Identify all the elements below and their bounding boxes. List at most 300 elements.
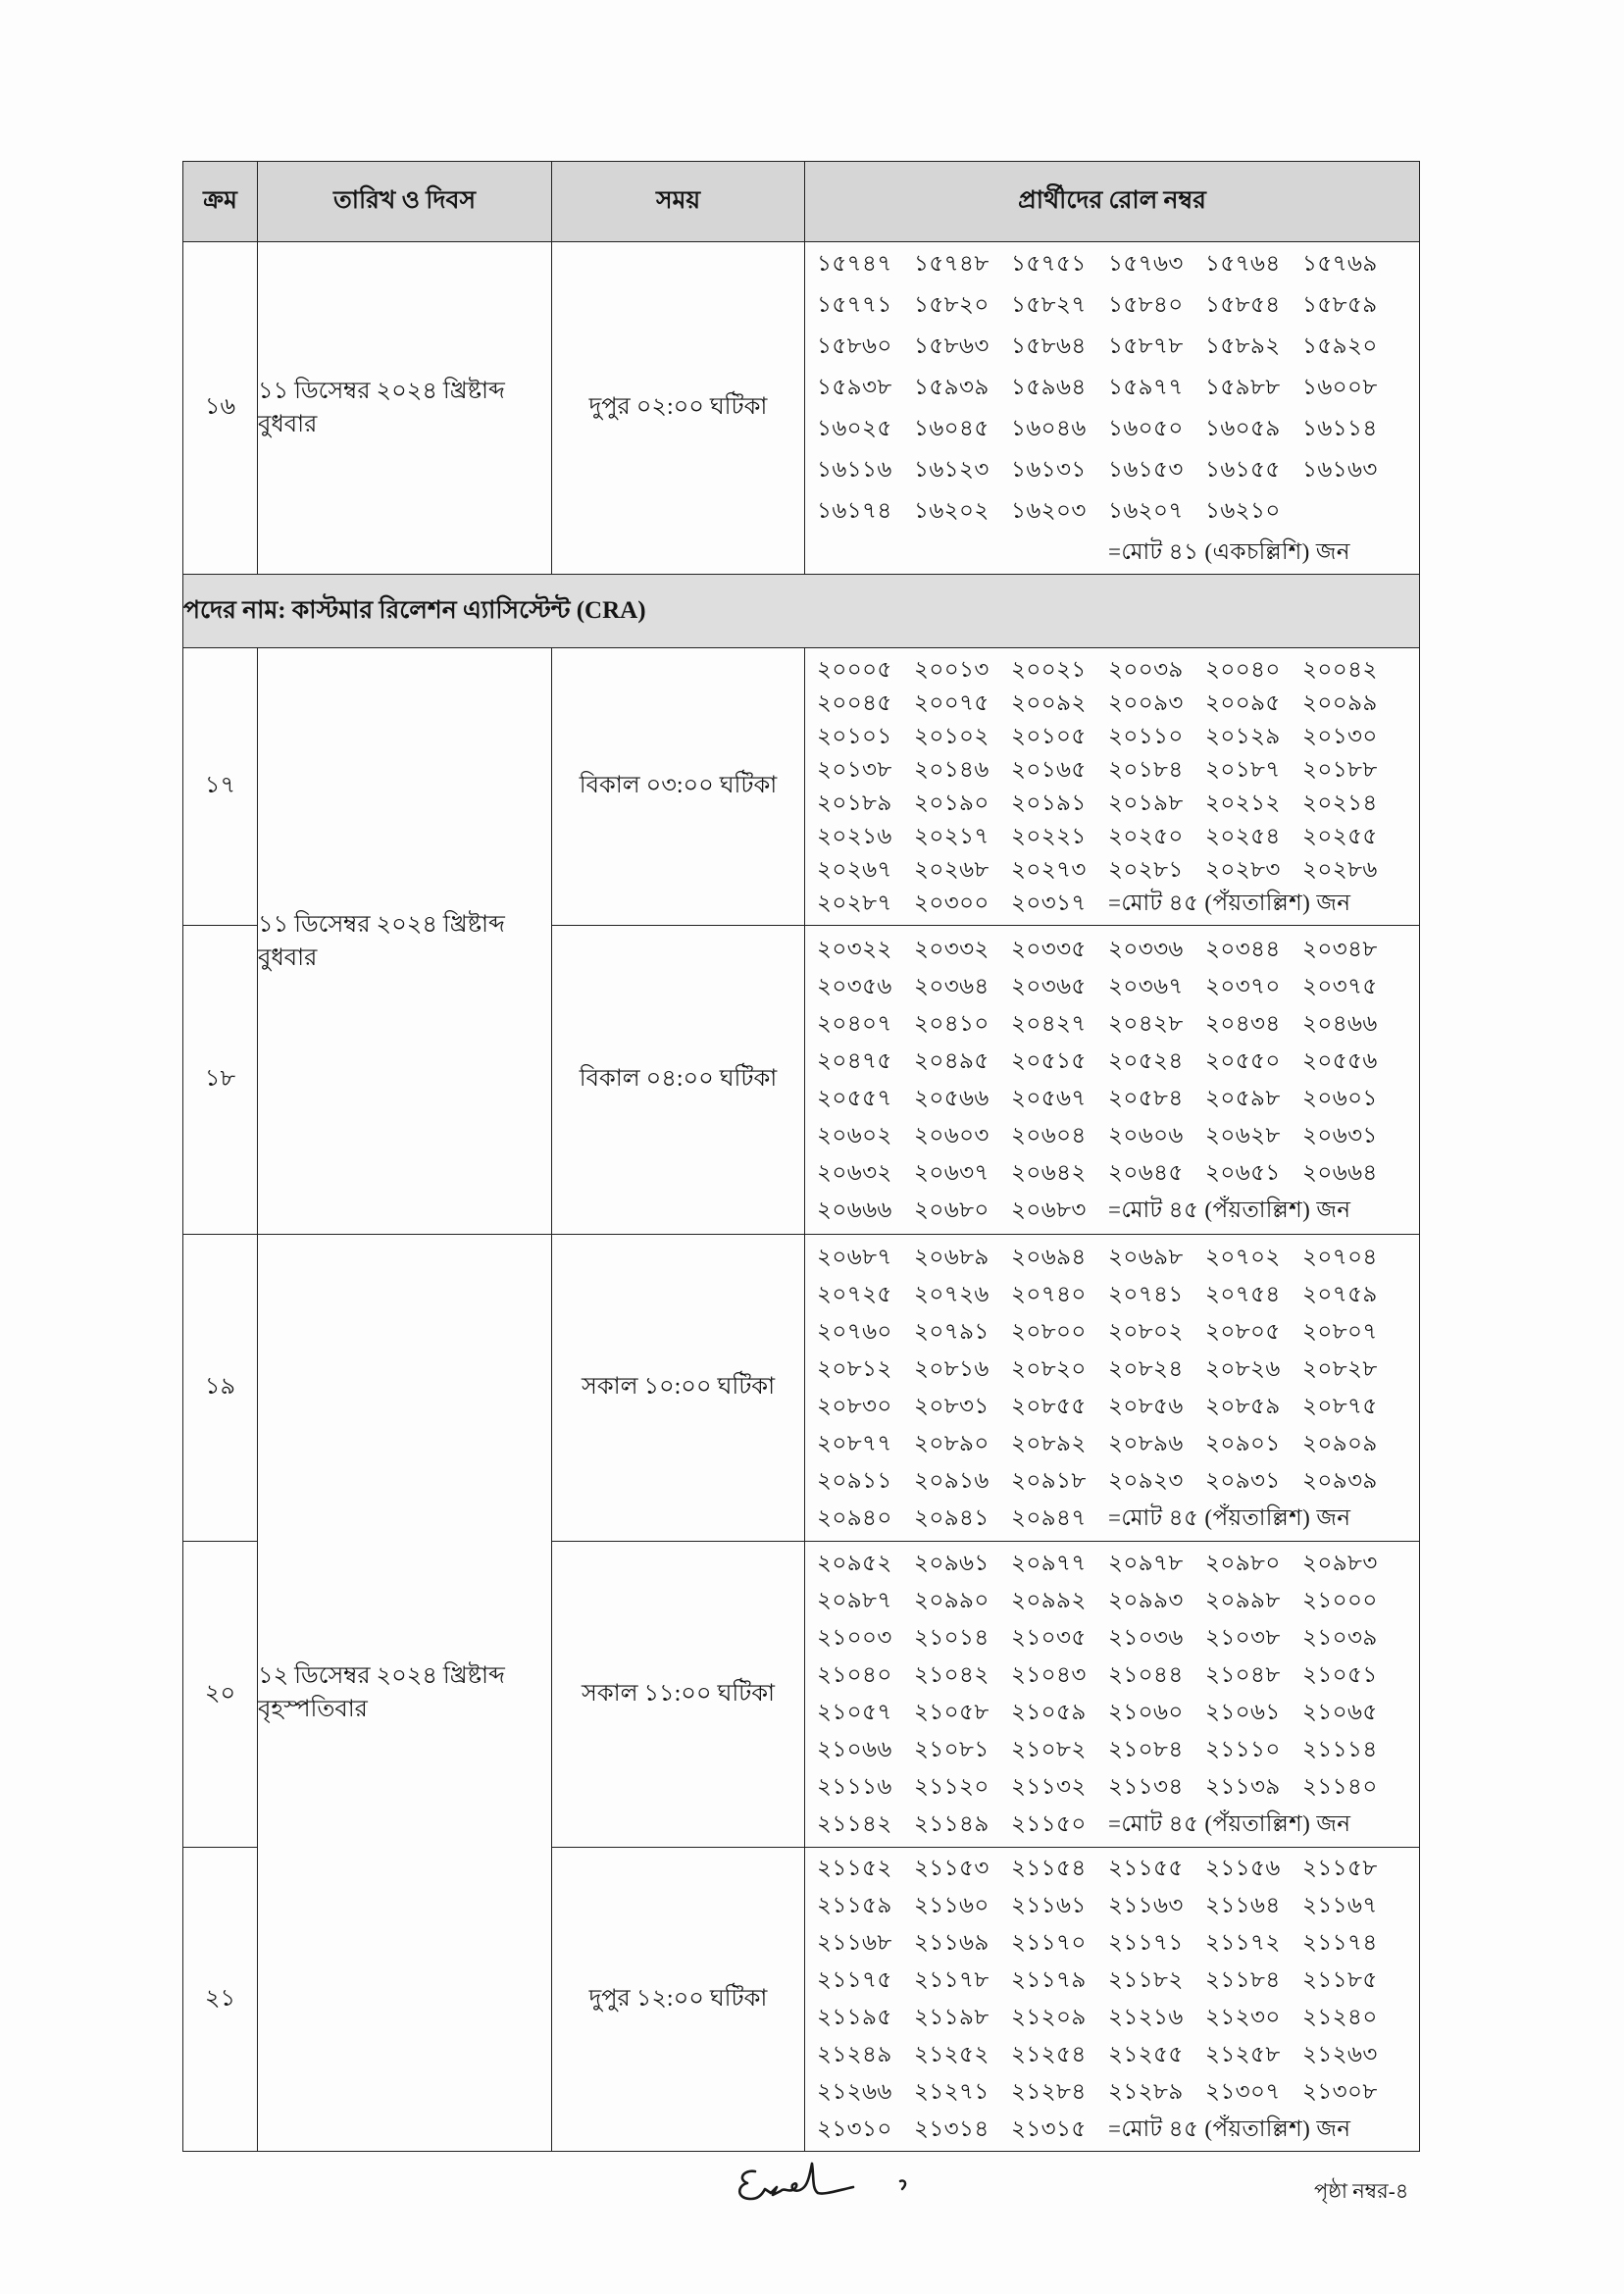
roll-number: ২১০১৪ <box>914 1625 990 1650</box>
date-cell <box>258 1235 552 2152</box>
roll-number: ২০৫৮৪ <box>1108 1085 1184 1110</box>
roll-number: ২০১৮৭ <box>1205 756 1281 782</box>
roll-number: ২০৮১৬ <box>914 1355 990 1381</box>
roll-number: ২০৩০০ <box>914 890 990 915</box>
roll-number: ২১১৭৯ <box>1011 1967 1087 1992</box>
date-cell <box>258 648 552 1235</box>
roll-number: ১৫৯২০ <box>1302 332 1378 358</box>
roll-number: ২০৩৭০ <box>1205 973 1281 998</box>
roll-number: ২০৯৯২ <box>1011 1588 1087 1612</box>
roll-number: ২১১৬৩ <box>1108 1893 1184 1917</box>
roll-number: ২০৪২৭ <box>1011 1010 1087 1036</box>
roll-number: ২০৩৩৬ <box>1108 936 1184 961</box>
serial-number: ২০ <box>183 1542 258 1848</box>
signature <box>726 2154 932 2213</box>
roll-number: ২০৯৯৮ <box>1205 1588 1281 1612</box>
roll-number: ২০০৯৩ <box>1108 689 1184 715</box>
roll-number: ২০৯১১ <box>817 1467 892 1493</box>
roll-number: ২০৫৫৭ <box>817 1085 892 1110</box>
roll-number: ২০৭২৬ <box>914 1281 990 1306</box>
header-time: সময় <box>552 162 805 242</box>
roll-number: ২০৩৬৪ <box>914 973 990 998</box>
table-row <box>183 648 1420 926</box>
roll-number: ১৫৯৩৯ <box>914 374 990 399</box>
roll-number: ২০৮৯৬ <box>1108 1430 1184 1455</box>
roll-number: ২০৮৫৬ <box>1108 1393 1184 1418</box>
roll-number: ২০২৬৮ <box>914 856 990 882</box>
roll-number: ২০৭০৪ <box>1302 1244 1378 1269</box>
roll-number: ২০৮২৮ <box>1302 1355 1378 1381</box>
roll-number: ১৫৮৭৮ <box>1108 332 1184 358</box>
roll-number: ২১১৫৯ <box>817 1893 892 1917</box>
roll-number: ২০৮১২ <box>817 1355 892 1381</box>
roll-number: ১৬১১৪ <box>1302 415 1378 440</box>
exam-time: সকাল ১০:০০ ঘটিকা <box>552 1235 805 1542</box>
roll-number: ২১০৩৯ <box>1302 1625 1378 1650</box>
roll-number: ২১১৬৪ <box>1205 1893 1281 1917</box>
roll-number: ২০৪৩৪ <box>1205 1010 1281 1036</box>
exam-day: বুধবার <box>258 412 318 437</box>
roll-number: ২০০৩৯ <box>1108 656 1184 682</box>
roll-number: ২০৬৯৪ <box>1011 1244 1087 1269</box>
roll-number: ১৫৭৪৮ <box>914 250 990 276</box>
roll-number: ২০৪০৭ <box>817 1010 892 1036</box>
table-row <box>183 242 1420 575</box>
exam-time: দুপুর ১২:০০ ঘটিকা <box>552 1848 805 2152</box>
roll-number: ২০৬০৪ <box>1011 1122 1087 1147</box>
roll-number: ২১০৮৪ <box>1108 1737 1184 1761</box>
roll-numbers-cell <box>805 1235 1420 1542</box>
roll-number-list <box>805 243 1419 573</box>
roll-number: ২০৭৬০ <box>817 1318 892 1344</box>
roll-numbers-cell <box>805 1848 1420 2152</box>
roll-number: ২০৩৭৫ <box>1302 973 1378 998</box>
roll-number: ২০৪২৮ <box>1108 1010 1184 1036</box>
roll-number: ২০৩৬৫ <box>1011 973 1087 998</box>
roll-number: ২০৯৯৩ <box>1108 1588 1184 1612</box>
roll-number: ২১৩০৮ <box>1302 2079 1378 2104</box>
roll-number: ২১১৯৮ <box>914 2005 990 2029</box>
roll-number: ২১২৬৬ <box>817 2079 892 2104</box>
roll-number: ২১১৬১ <box>1011 1893 1087 1917</box>
roll-number: ২১১৬৮ <box>817 1930 892 1955</box>
roll-number: ২১০৬১ <box>1205 1700 1281 1724</box>
roll-number: ২০২১৪ <box>1302 790 1378 815</box>
roll-number: ২১০৩৫ <box>1011 1625 1087 1650</box>
roll-number: ২০০১৩ <box>914 656 990 682</box>
roll-number: ২০০৪০ <box>1205 656 1281 682</box>
roll-number: ২০৭৯১ <box>914 1318 990 1344</box>
roll-number: ২০৭৫৪ <box>1205 1281 1281 1306</box>
roll-number: ১৫৮৯২ <box>1205 332 1281 358</box>
roll-number: ২১০৮২ <box>1011 1737 1087 1761</box>
roll-number: ২০৭৪১ <box>1108 1281 1184 1306</box>
roll-number: ২১২৮৪ <box>1011 2079 1087 2104</box>
roll-number: ২০৯৭৭ <box>1011 1551 1087 1575</box>
roll-number: ২০৯৫২ <box>817 1551 892 1575</box>
roll-number: ২০৮৯০ <box>914 1430 990 1455</box>
roll-number: ২০৯০১ <box>1205 1430 1281 1455</box>
roll-number: ২০৯৭৮ <box>1108 1551 1184 1575</box>
roll-number: ২০৮০৭ <box>1302 1318 1378 1344</box>
roll-number: ২০৮৫৫ <box>1011 1393 1087 1418</box>
roll-number: ১৫৭৬৪ <box>1205 250 1281 276</box>
candidate-total: =মোট ৪১ (একচল্লিশি) জন <box>1108 538 1350 564</box>
roll-number: ২০৬৬৬ <box>817 1197 892 1222</box>
roll-number: ২০৯৩১ <box>1205 1467 1281 1493</box>
roll-number: ২১২৪৯ <box>817 2042 892 2066</box>
roll-number: ২১১৩৯ <box>1205 1774 1281 1799</box>
roll-number: ২১২০৯ <box>1011 2005 1087 2029</box>
roll-number: ২০৮৫৯ <box>1205 1393 1281 1418</box>
roll-number: ২১২৫৪ <box>1011 2042 1087 2066</box>
serial-number: ১৭ <box>183 648 258 926</box>
roll-number: ১৫৭৭১ <box>817 291 892 317</box>
roll-number: ২০৩৫৬ <box>817 973 892 998</box>
roll-number: ১৫৮৫৯ <box>1302 291 1378 317</box>
roll-number: ১৫৯৬৪ <box>1011 374 1087 399</box>
roll-number: ২১১৩৪ <box>1108 1774 1184 1799</box>
roll-number: ২০৮৩০ <box>817 1393 892 1418</box>
roll-number: ২১১৩২ <box>1011 1774 1087 1799</box>
roll-number-list <box>805 1239 1419 1537</box>
serial-number: ২১ <box>183 1848 258 2152</box>
roll-number: ২১২৭১ <box>914 2079 990 2104</box>
roll-number: ২১২১৬ <box>1108 2005 1184 2029</box>
exam-date: ১২ ডিসেম্বর ২০২৪ খ্রিষ্টাব্দ <box>258 1663 505 1689</box>
roll-number: ২০৪৭৫ <box>817 1047 892 1073</box>
roll-number: ২০০৪২ <box>1302 656 1378 682</box>
roll-number: ২০১৯৮ <box>1108 790 1184 815</box>
roll-number: ২০২১৬ <box>817 823 892 848</box>
roll-number: ১৬১২৩ <box>914 456 990 482</box>
roll-number: ২০৩৪৮ <box>1302 936 1378 961</box>
roll-number: ২০৪৬৬ <box>1302 1010 1378 1036</box>
roll-number: ১৬০৫৯ <box>1205 415 1281 440</box>
roll-number: ২১১৬০ <box>914 1893 990 1917</box>
roll-number: ২১১৪০ <box>1302 1774 1378 1799</box>
table-header-row <box>183 162 1420 242</box>
roll-number: ২০৬৮৯ <box>914 1244 990 1269</box>
roll-number: ২১০৩৮ <box>1205 1625 1281 1650</box>
roll-number: ২১১১০ <box>1205 1737 1281 1761</box>
roll-number: ২০২৫৫ <box>1302 823 1378 848</box>
roll-number: ১৬০৪৫ <box>914 415 990 440</box>
roll-number: ২০৩৩৫ <box>1011 936 1087 961</box>
exam-date: ১১ ডিসেম্বর ২০২৪ খ্রিষ্টাব্দ <box>258 911 505 938</box>
roll-number: ১৬০২৫ <box>817 415 892 440</box>
post-header-row <box>183 575 1420 648</box>
roll-number: ২০৬০৬ <box>1108 1122 1184 1147</box>
roll-number: ১৬১৫৩ <box>1108 456 1184 482</box>
roll-number: ২১৩১৫ <box>1011 2116 1087 2141</box>
roll-number: ২০৬০৩ <box>914 1122 990 1147</box>
roll-number: ২০১৮৮ <box>1302 756 1378 782</box>
roll-number: ২০৫৯৮ <box>1205 1085 1281 1110</box>
roll-number: ২০৩৩২ <box>914 936 990 961</box>
roll-number: ২০১৯০ <box>914 790 990 815</box>
roll-number: ২১১৫৬ <box>1205 1856 1281 1880</box>
roll-number: ২১০৪৮ <box>1205 1662 1281 1687</box>
roll-number: ২০৬৩২ <box>817 1159 892 1185</box>
roll-number: ২০২৮৭ <box>817 890 892 915</box>
roll-number: ২০১২৯ <box>1205 723 1281 748</box>
roll-number: ২০৬০২ <box>817 1122 892 1147</box>
roll-number: ১৬১৩১ <box>1011 456 1087 482</box>
roll-number-list <box>805 1546 1419 1844</box>
roll-number: ১৫৭৫১ <box>1011 250 1087 276</box>
roll-number: ১৬০৫০ <box>1108 415 1184 440</box>
roll-number: ২০৯১৬ <box>914 1467 990 1493</box>
roll-number: ২০৪১০ <box>914 1010 990 1036</box>
roll-number: ১৫৯৭৭ <box>1108 374 1184 399</box>
roll-number: ২১১৮৫ <box>1302 1967 1378 1992</box>
roll-number: ২১০৬৬ <box>817 1737 892 1761</box>
roll-number: ২০৬৪২ <box>1011 1159 1087 1185</box>
roll-number: ২০৮৩১ <box>914 1393 990 1418</box>
roll-number: ১৫৭৪৭ <box>817 250 892 276</box>
roll-number: ১৫৮৫৪ <box>1205 291 1281 317</box>
roll-number: ১৫৯৮৮ <box>1205 374 1281 399</box>
roll-number: ২১০০৩ <box>817 1625 892 1650</box>
roll-number: ২১১৭৮ <box>914 1967 990 1992</box>
roll-number: ১৬২০৩ <box>1011 497 1087 523</box>
roll-number: ২০৭০২ <box>1205 1244 1281 1269</box>
roll-number: ২১২৫৫ <box>1108 2042 1184 2066</box>
roll-number: ১৬০৪৬ <box>1011 415 1087 440</box>
roll-number: ২০৮০২ <box>1108 1318 1184 1344</box>
roll-number: ২০০২১ <box>1011 656 1087 682</box>
roll-number: ২০৮০৫ <box>1205 1318 1281 1344</box>
roll-number: ২১৩০৭ <box>1205 2079 1281 2104</box>
roll-number: ২১২৮৯ <box>1108 2079 1184 2104</box>
page-number: পৃষ্ঠা নম্বর-৪ <box>1314 2179 1409 2203</box>
roll-number: ২১১৭০ <box>1011 1930 1087 1955</box>
roll-number: ২০৩১৭ <box>1011 890 1087 915</box>
roll-number: ২০১৩০ <box>1302 723 1378 748</box>
roll-number: ২০২১২ <box>1205 790 1281 815</box>
roll-number: ২০৯১৮ <box>1011 1467 1087 1493</box>
roll-number: ১৬১১৬ <box>817 456 892 482</box>
roll-number: ২০৫৫০ <box>1205 1047 1281 1073</box>
roll-number: ২০১৬৫ <box>1011 756 1087 782</box>
exam-time: দুপুর ০২:০০ ঘটিকা <box>552 242 805 575</box>
roll-number: ২০২৭৩ <box>1011 856 1087 882</box>
roll-number: ১৫৮৬৩ <box>914 332 990 358</box>
roll-number: ২১০৬০ <box>1108 1700 1184 1724</box>
roll-number: ২১১৭২ <box>1205 1930 1281 1955</box>
candidate-total: =মোট ৪৫ (পঁয়তাল্লিশ) জন <box>1108 1811 1351 1836</box>
roll-number: ২০২১৭ <box>914 823 990 848</box>
roll-number: ২০৯৪১ <box>914 1504 990 1530</box>
exam-time: বিকাল ০৩:০০ ঘটিকা <box>552 648 805 926</box>
roll-number: ২০৬৫১ <box>1205 1159 1281 1185</box>
roll-number: ২০০০৫ <box>817 656 892 682</box>
roll-number: ২০৯২৩ <box>1108 1467 1184 1493</box>
roll-number: ২০৬২৮ <box>1205 1122 1281 1147</box>
roll-number: ১৬১৬৩ <box>1302 456 1378 482</box>
roll-number: ২০২৮৩ <box>1205 856 1281 882</box>
roll-number: ২১৩১০ <box>817 2116 892 2141</box>
roll-number: ১৬০০৮ <box>1302 374 1378 399</box>
roll-number: ২১১৭৫ <box>817 1967 892 1992</box>
roll-number: ১৫৭৬৩ <box>1108 250 1184 276</box>
roll-number: ২১১৫৩ <box>914 1856 990 1880</box>
roll-number: ২১২৫৮ <box>1205 2042 1281 2066</box>
roll-number: ২০০৯৫ <box>1205 689 1281 715</box>
roll-number-list <box>805 653 1419 920</box>
roll-number: ২০১০৫ <box>1011 723 1087 748</box>
roll-number: ২১১২০ <box>914 1774 990 1799</box>
roll-number: ২০৬৮৩ <box>1011 1197 1087 1222</box>
roll-number: ২০১০১ <box>817 723 892 748</box>
roll-number: ২০৯০৯ <box>1302 1430 1378 1455</box>
roll-number: ২১১৮২ <box>1108 1967 1184 1992</box>
candidate-total: =মোট ৪৫ (পঁয়তাল্লিশ) জন <box>1108 1197 1351 1222</box>
roll-number: ১৫৮৬০ <box>817 332 892 358</box>
candidate-total: =মোট ৪৫ (পঁয়তাল্লিশ) জন <box>1108 2116 1351 2141</box>
roll-number: ২০২২১ <box>1011 823 1087 848</box>
roll-number: ১৬১৭৪ <box>817 497 892 523</box>
roll-number: ২০১৪৬ <box>914 756 990 782</box>
roll-number: ২১১৪২ <box>817 1811 892 1836</box>
roll-number: ২১০৪৩ <box>1011 1662 1087 1687</box>
roll-number: ১৫৯৩৮ <box>817 374 892 399</box>
roll-number: ১৫৮৬৪ <box>1011 332 1087 358</box>
roll-number: ২০৬৪৫ <box>1108 1159 1184 1185</box>
roll-number: ২১১৫০ <box>1011 1811 1087 1836</box>
roll-number: ১৫৭৬৯ <box>1302 250 1378 276</box>
roll-number: ২১০৫৮ <box>914 1700 990 1724</box>
roll-number: ১৬২০৭ <box>1108 497 1184 523</box>
roll-number: ২১০৬৫ <box>1302 1700 1378 1724</box>
roll-number: ২০১৮৯ <box>817 790 892 815</box>
roll-number: ২০২৬৭ <box>817 856 892 882</box>
roll-number: ২১১১৪ <box>1302 1737 1378 1761</box>
roll-number: ২০৬০১ <box>1302 1085 1378 1110</box>
roll-number: ১৬২০২ <box>914 497 990 523</box>
roll-number: ২০৯৪৭ <box>1011 1504 1087 1530</box>
candidate-total: =মোট ৪৫ (পঁয়তাল্লিশ) জন <box>1108 1504 1351 1530</box>
roll-number: ২০৮০০ <box>1011 1318 1087 1344</box>
roll-number: ২০৬৮৭ <box>817 1244 892 1269</box>
roll-number: ১৬১৫৫ <box>1205 456 1281 482</box>
roll-number: ২০৯৮৭ <box>817 1588 892 1612</box>
roll-number-list <box>805 931 1419 1229</box>
roll-number: ২০৫৬৬ <box>914 1085 990 1110</box>
roll-number: ২০১১০ <box>1108 723 1184 748</box>
serial-number: ১৬ <box>183 242 258 575</box>
roll-number: ২১১৪৯ <box>914 1811 990 1836</box>
roll-number: ২১০৩৬ <box>1108 1625 1184 1650</box>
roll-number: ২১১৬৭ <box>1302 1893 1378 1917</box>
roll-number: ২১২৬৩ <box>1302 2042 1378 2066</box>
roll-numbers-cell <box>805 648 1420 926</box>
roll-number: ২০৮৯২ <box>1011 1430 1087 1455</box>
roll-number: ২০২৮৬ <box>1302 856 1378 882</box>
roll-number: ২১১৫৫ <box>1108 1856 1184 1880</box>
roll-number: ১৬২১০ <box>1205 497 1281 523</box>
roll-number: ২০৪৯৫ <box>914 1047 990 1073</box>
roll-number: ২০২৫৪ <box>1205 823 1281 848</box>
exam-schedule-table <box>182 161 1420 2152</box>
roll-number: ২০৫৬৭ <box>1011 1085 1087 1110</box>
serial-number: ১৯ <box>183 1235 258 1542</box>
roll-number: ২১১৫৪ <box>1011 1856 1087 1880</box>
candidate-total: =মোট ৪৫ (পঁয়তাল্লিশ) জন <box>1108 890 1351 915</box>
roll-number: ১৫৮৪০ <box>1108 291 1184 317</box>
roll-number: ২০২৮১ <box>1108 856 1184 882</box>
roll-number: ২০১৮৪ <box>1108 756 1184 782</box>
roll-number: ২০০৭৫ <box>914 689 990 715</box>
roll-number: ২১০৪৪ <box>1108 1662 1184 1687</box>
roll-number: ২০৬৮০ <box>914 1197 990 1222</box>
exam-time: সকাল ১১:০০ ঘটিকা <box>552 1542 805 1848</box>
roll-number: ২০৯৬১ <box>914 1551 990 1575</box>
roll-number: ২১২৫২ <box>914 2042 990 2066</box>
roll-number: ২১১৬৯ <box>914 1930 990 1955</box>
roll-number: ২০০৯৯ <box>1302 689 1378 715</box>
roll-number: ২০৮২০ <box>1011 1355 1087 1381</box>
header-serial: ক্রম <box>183 162 258 242</box>
roll-number: ২১৩১৪ <box>914 2116 990 2141</box>
roll-number: ২১১৫২ <box>817 1856 892 1880</box>
date-cell <box>258 242 552 575</box>
header-roll-numbers: প্রার্থীদের রোল নম্বর <box>805 162 1420 242</box>
roll-number: ২১০৪০ <box>817 1662 892 1687</box>
roll-number: ১৫৮২০ <box>914 291 990 317</box>
header-date-day: তারিখ ও দিবস <box>258 162 552 242</box>
roll-number: ২০৩৪৪ <box>1205 936 1281 961</box>
roll-number: ২০৩৬৭ <box>1108 973 1184 998</box>
roll-number: ২০৯৯০ <box>914 1588 990 1612</box>
roll-number: ২০৬৩৭ <box>914 1159 990 1185</box>
roll-number: ২০১০২ <box>914 723 990 748</box>
roll-number: ২১১৭১ <box>1108 1930 1184 1955</box>
exam-day: বুধবার <box>258 944 318 971</box>
roll-number: ২০৬৬৪ <box>1302 1159 1378 1185</box>
roll-number: ২১০৫১ <box>1302 1662 1378 1687</box>
exam-date: ১১ ডিসেম্বর ২০২৪ খ্রিষ্টাব্দ <box>258 379 505 404</box>
roll-number: ২০২৫০ <box>1108 823 1184 848</box>
roll-number: ২১১১৬ <box>817 1774 892 1799</box>
roll-number: ২০৬৩১ <box>1302 1122 1378 1147</box>
exam-day: বৃহস্পতিবার <box>258 1697 368 1722</box>
roll-number: ২০৮৭৫ <box>1302 1393 1378 1418</box>
roll-number-list <box>805 1851 1419 2149</box>
serial-number: ১৮ <box>183 926 258 1235</box>
roll-number: ২১১৭৪ <box>1302 1930 1378 1955</box>
roll-number: ২১১৫৮ <box>1302 1856 1378 1880</box>
roll-number: ২০৩২২ <box>817 936 892 961</box>
roll-number: ২১১৯৫ <box>817 2005 892 2029</box>
roll-number: ২০১৩৮ <box>817 756 892 782</box>
roll-number: ২০৯৩৯ <box>1302 1467 1378 1493</box>
roll-number: ২০৭৪০ <box>1011 1281 1087 1306</box>
roll-number: ১৫৮২৭ <box>1011 291 1087 317</box>
roll-number: ২০১৯১ <box>1011 790 1087 815</box>
roll-number: ২০৫২৪ <box>1108 1047 1184 1073</box>
roll-numbers-cell <box>805 926 1420 1235</box>
roll-numbers-cell <box>805 1542 1420 1848</box>
roll-number: ২০৭২৫ <box>817 1281 892 1306</box>
roll-number: ২১২৪০ <box>1302 2005 1378 2029</box>
roll-number: ২১১৮৪ <box>1205 1967 1281 1992</box>
roll-number: ২০৮৭৭ <box>817 1430 892 1455</box>
roll-number: ২১০০০ <box>1302 1588 1378 1612</box>
roll-number: ২০৯৮৩ <box>1302 1551 1378 1575</box>
roll-number: ২০৮২৬ <box>1205 1355 1281 1381</box>
